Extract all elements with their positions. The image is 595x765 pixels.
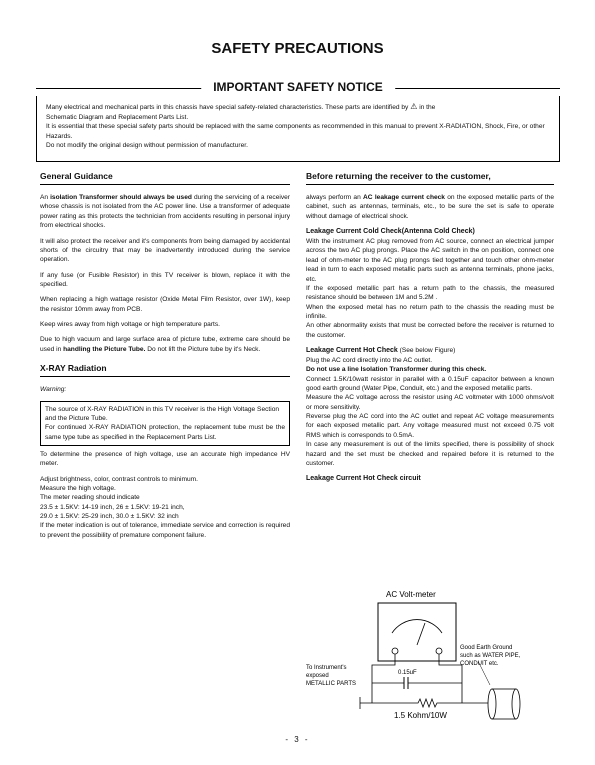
- heading-note: (See below Figure): [399, 347, 456, 355]
- xray-heading: X-RAY Radiation: [40, 362, 290, 377]
- paragraph: When replacing a high wattage resistor (Oxide Metal Film Resistor, over 1W), keep the resistor 10mm away from PCB.: [40, 296, 290, 313]
- notice-line-2: Schematic Diagram and Replacement Parts List.: [46, 113, 189, 121]
- paragraph: If any fuse (or Fusible Resistor) in this TV receiver is blown, replace it with the specified.: [40, 271, 290, 288]
- paragraph: When the exposed metal has no return path to the chassis the reading must be infinite.: [306, 303, 554, 320]
- text: An: [40, 194, 49, 202]
- text: always perform an: [306, 194, 361, 202]
- text: Due to high vacuum and large surface area of picture tube, extreme care should be used in: [40, 336, 290, 353]
- paragraph: 23.5 ± 1.5KV: 14-19 inch, 26 ± 1.5KV: 19-21 inch,: [40, 503, 185, 511]
- instrument-label: METALLIC PARTS: [306, 681, 357, 687]
- instrument-label: To Instrument's: [306, 665, 347, 671]
- paragraph: In case any measurement is out of the limits specified, there is possibility of shock hazard and the set must be checked and repaired before it is returned to the customer.: [306, 441, 554, 467]
- left-column: [40, 170, 290, 546]
- page-number: - 3 -: [285, 735, 310, 744]
- paragraph: [40, 335, 290, 354]
- before-returning-heading: Before returning the receiver to the customer,: [306, 170, 554, 185]
- voltmeter-scale: [392, 620, 442, 633]
- paragraph: [306, 193, 554, 221]
- water-pipe-end: [512, 689, 520, 719]
- emphasis: isolation Transformer should always be used: [50, 194, 192, 202]
- xray-warning-box: [40, 401, 290, 446]
- voltmeter-terminal: [436, 648, 442, 654]
- paragraph: Adjust brightness, color, contrast controls to minimum.: [40, 475, 198, 483]
- water-pipe-end: [488, 689, 496, 719]
- ground-label: such as WATER PIPE,: [460, 653, 521, 659]
- right-column: [306, 170, 554, 484]
- resistor-label: 1.5 Kohm/10W: [394, 711, 447, 720]
- paragraph: Measure the high voltage.: [40, 485, 116, 493]
- warning-text: The source of X-RAY RADIATION in this TV receiver is the High Voltage Section and the Picture Tube.: [45, 405, 280, 422]
- ground-label: Good Earth Ground: [460, 645, 513, 651]
- voltmeter-terminal: [392, 648, 398, 654]
- hot-check-circuit-diagram: [300, 585, 560, 725]
- paragraph: The meter reading should indicate: [40, 494, 140, 502]
- paragraph: If the exposed metallic part has a return path to the chassis, the measured resistance should be between 1M and 5.2M .: [306, 284, 554, 302]
- paragraph: To determine the presence of high voltage, use an accurate high impedance HV meter.: [40, 450, 290, 468]
- notice-text: Many electrical and mechanical parts in this chassis have special safety-related characteristics. These parts are identified by: [46, 104, 409, 111]
- text: during the servicing of a receiver whose chassis is not isolated from the AC power line. Use a transformer of adequate power rating as this protects the technician from accidents resulting in personal injury from electrical shocks.: [40, 194, 291, 230]
- voltmeter-needle: [417, 623, 425, 645]
- general-guidance-heading: General Guidance: [40, 170, 290, 185]
- meter-label: AC Volt-meter: [386, 590, 436, 599]
- text: on the exposed metallic parts of the cabinet, such as antennas, terminals, etc., to be sure the set is safe to operate without damage of electrical shock.: [306, 194, 554, 220]
- paragraph: 29.0 ± 1.5KV: 25-29 inch, 30.0 ± 1.5KV: 32 inch: [40, 513, 179, 521]
- paragraph: Measure the AC voltage across the resistor using AC voltmeter with 1000 ohms/volt or more sensitivity.: [306, 394, 554, 411]
- instrument-label: exposed: [306, 673, 329, 679]
- notice-line-3: It is essential that these special safety parts should be replaced with the same components as recommended in this manual to prevent X-RADIATION, Shock, Fire, or other Hazards.: [46, 123, 545, 140]
- paragraph: Do not use a line Isolation Transformer during this check.: [306, 366, 487, 374]
- safety-notice-box: [36, 96, 560, 162]
- paragraph: It will also protect the receiver and it's components from being damaged by accidental shorts of the circuitry that may be inadvertently introduced during the service operation.: [40, 237, 290, 264]
- cold-check-heading: Leakage Current Cold Check(Antenna Cold Check): [306, 228, 475, 236]
- paragraph: Plug the AC cord directly into the AC outlet.: [306, 356, 433, 364]
- heading-text: Leakage Current Hot Check: [306, 347, 398, 355]
- notice-line-1: [46, 101, 550, 113]
- hot-check-heading: [306, 346, 554, 356]
- notice-text: in the: [419, 104, 436, 111]
- notice-title: IMPORTANT SAFETY NOTICE: [201, 80, 395, 94]
- ground-label: CONDUIT etc.: [460, 661, 499, 667]
- text: Do not lift the Picture tube by it's Neck.: [147, 345, 261, 353]
- paragraph: An other abnormality exists that must be corrected before the receiver is returned to the customer.: [306, 322, 554, 339]
- emphasis: handling the Picture Tube.: [63, 345, 146, 353]
- emphasis: AC leakage current check: [363, 194, 445, 202]
- notice-line-4: Do not modify the original design without permission of manufacturer.: [46, 142, 248, 150]
- paragraph: Connect 1.5K/10watt resistor in parallel with a 0.15uF capacitor between a known good earth ground (Water Pipe, Conduit, etc.) and the exposed metallic parts.: [306, 375, 554, 393]
- voltmeter-body: [378, 603, 456, 661]
- warning-label: Warning:: [40, 386, 67, 394]
- circuit-heading: Leakage Current Hot Check circuit: [306, 475, 421, 483]
- notice-header: [36, 80, 560, 96]
- warning-text: For continued X-RAY RADIATION protection, the replacement tube must be the same type tube as specified in the Replacement Parts List.: [45, 424, 285, 441]
- capacitor-label: 0.15uF: [398, 670, 417, 676]
- paragraph: With the instrument AC plug removed from AC source, connect an electrical jumper across the two AC plug prongs. Place the AC switch in the on position, connect one lead of ohm-meter to the AC plug prongs tied together and touch other ohm-meter lead in turn to each exposed metallic parts such as antenna terminals, phone jacks, etc.: [306, 238, 554, 283]
- warning-triangle-icon: ⚠: [410, 102, 418, 111]
- paragraph: [40, 193, 290, 230]
- paragraph: If the meter indication is out of tolerance, immediate service and correction is required to prevent the possibility of premature component failure.: [40, 522, 290, 539]
- page-title: SAFETY PRECAUTIONS: [211, 40, 384, 57]
- resistor: [360, 699, 492, 707]
- paragraph: Reverse plug the AC cord into the AC outlet and repeat AC voltage measurements for each exposed metallic part. Any voltage measured must not exceed 0.75 volt RMS which is corresponds to 0.5mA.: [306, 413, 554, 439]
- paragraph: Keep wires away from high voltage or high temperature parts.: [40, 321, 220, 329]
